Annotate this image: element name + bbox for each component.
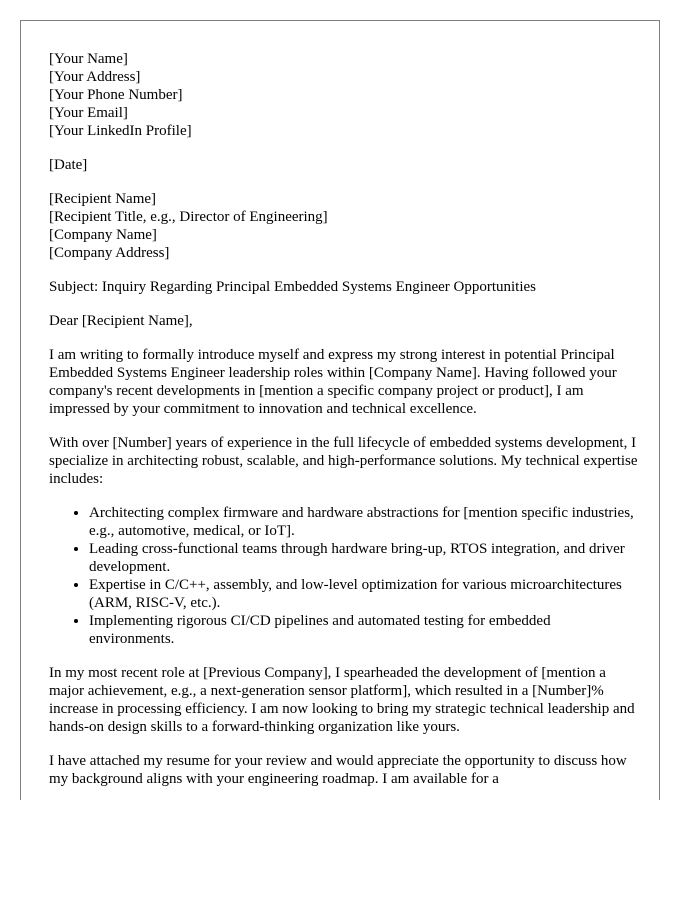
expertise-item: • Leading cross-functional teams through hardware bring-up, RTOS integration, and driver development. [89, 540, 639, 576]
letter-subject: Subject: Inquiry Regarding Principal Embedded Systems Engineer Opportunities [49, 279, 536, 295]
sender-block [49, 50, 639, 140]
letter-date: [Date] [49, 157, 88, 173]
sender-phone: [Your Phone Number] [49, 87, 183, 103]
paragraph-experience: With over [Number] years of experience in the full lifecycle of embedded systems development, I specialize in architecting robust, scalable, and high-performance solutions. My technical expertise includes: [49, 435, 638, 487]
sender-email: [Your Email] [49, 105, 128, 121]
recipient-company: [Company Name] [49, 227, 157, 243]
paragraph-closing: I have attached my resume for your review and would appreciate the opportunity to discuss how my background aligns with your engineering roadmap. I am available for a [49, 753, 627, 787]
expertise-list [49, 504, 639, 648]
recipient-block [49, 190, 639, 262]
recipient-address: [Company Address] [49, 245, 170, 261]
expertise-item: • Expertise in C/C++, assembly, and low-level optimization for various microarchitectures (ARM, RISC-V, etc.). [89, 576, 639, 612]
expertise-item: • Implementing rigorous CI/CD pipelines and automated testing for embedded environments. [89, 612, 639, 648]
date-block [49, 156, 639, 174]
letter-content [49, 50, 639, 800]
paragraph-achievement: In my most recent role at [Previous Company], I spearheaded the development of [mention a major achievement, e.g., a next-generation sensor platform], which resulted in a [Number]% increase in processing efficiency. I am now looking to bring my strategic technical leadership and hands-on design skills to a forward-thinking organization like yours. [49, 665, 635, 735]
sender-address: [Your Address] [49, 69, 141, 85]
letter-page [20, 20, 660, 800]
letter-salutation: Dear [Recipient Name], [49, 313, 193, 329]
sender-name: [Your Name] [49, 51, 128, 67]
paragraph-intro: I am writing to formally introduce myself and express my strong interest in potential Principal Embedded Systems Engineer leadership roles within [Company Name]. Having followed your company's recent developments in [mention a specific company project or product], I am impressed by your commitment to innovation and technical excellence. [49, 347, 617, 417]
recipient-name: [Recipient Name] [49, 191, 157, 207]
recipient-title: [Recipient Title, e.g., Director of Engineering] [49, 209, 328, 225]
expertise-item: • Architecting complex firmware and hardware abstractions for [mention specific industries, e.g., automotive, medical, or IoT]. [89, 504, 639, 540]
sender-linkedin: [Your LinkedIn Profile] [49, 123, 192, 139]
